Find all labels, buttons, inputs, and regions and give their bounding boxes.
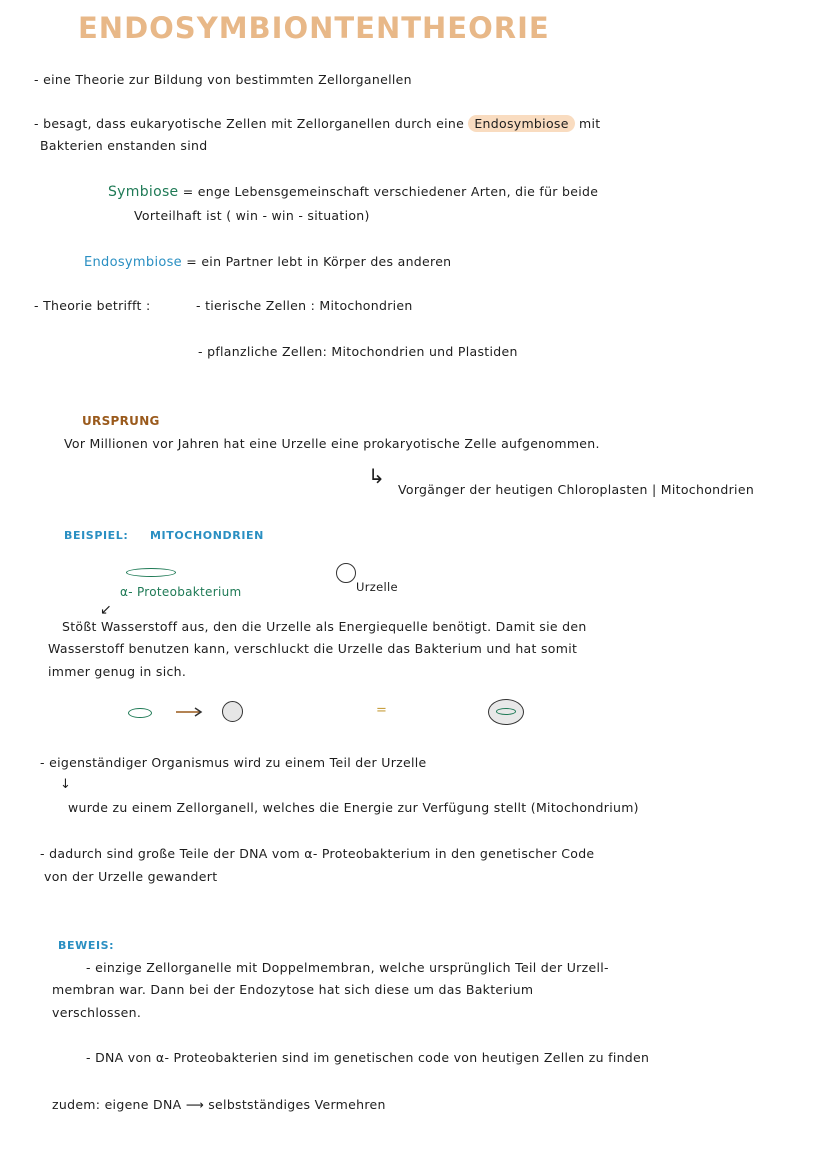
- symbiose-text-1: = enge Lebensgemeinschaft verschiedener Arten, die für beide: [182, 184, 599, 199]
- beispiel-heading: BEISPIEL:: [64, 529, 129, 542]
- theory-label: - Theorie betrifft :: [34, 298, 151, 313]
- point-organism: - eigenständiger Organismus wird zu einem Teil der Urzelle: [40, 755, 427, 770]
- bacterium-label: α- Proteobakterium: [120, 585, 242, 599]
- beweis-line-2: membran war. Dann bei der Endozytose hat sich diese um das Bakterium: [52, 982, 534, 997]
- intro-line-3: Bakterien enstanden sind: [40, 138, 208, 153]
- urzelle-circle: [336, 563, 356, 583]
- urzelle-label: Urzelle: [356, 580, 398, 594]
- beweis-line-5: zudem: eigene DNA ⟶ selbstständiges Vermehren: [52, 1097, 386, 1112]
- bacterium-shape: [126, 568, 176, 577]
- theory-item-animal: - tierische Zellen : Mitochondrien: [196, 298, 413, 313]
- endosymbiose-text: = ein Partner lebt in Körper des anderen: [186, 254, 452, 269]
- beweis-heading: BEWEIS:: [58, 939, 115, 952]
- endosymbiose-highlight: Endosymbiose: [468, 115, 574, 132]
- beispiel-text-2: Wasserstoff benutzen kann, verschluckt die Urzelle das Bakterium und hat somit: [48, 641, 578, 656]
- symbiose-definition: [108, 184, 598, 200]
- point-dna-line-2: von der Urzelle gewandert: [44, 869, 218, 884]
- ursprung-sub: Vorgänger der heutigen Chloroplasten | Mitochondrien: [398, 482, 755, 497]
- small-bacterium-shape: [128, 708, 152, 718]
- point-organism-sub: wurde zu einem Zellorganell, welches die Energie zur Verfügung stellt (Mitochondrium): [68, 800, 639, 815]
- beispiel-text-3: immer genug in sich.: [48, 664, 187, 679]
- ursprung-heading: URSPRUNG: [82, 414, 160, 428]
- intro-line-2-start: - besagt, dass eukaryotische Zellen mit Zellorganellen durch eine: [34, 116, 465, 131]
- arrow-right-icon: [174, 705, 206, 719]
- beweis-line-4: - DNA von α- Proteobakterien sind im genetischen code von heutigen Zellen zu finden: [86, 1050, 650, 1065]
- ursprung-arrow: ↳: [368, 464, 386, 488]
- beweis-line-1: - einzige Zellorganelle mit Doppelmembran, welche ursprünglich Teil der Urzell-: [86, 960, 609, 975]
- pointer-arrow-icon: ↙: [100, 602, 113, 618]
- intro-line-2-end: mit: [578, 116, 601, 131]
- page-title: ENDOSYMBIONTENTHEORIE: [78, 11, 550, 45]
- ursprung-text: Vor Millionen vor Jahren hat eine Urzelle eine prokaryotische Zelle aufgenommen.: [64, 436, 600, 451]
- symbiose-term: Symbiose: [108, 184, 179, 200]
- intro-line-2: [34, 116, 600, 131]
- inner-mitochondrion-shape: [496, 708, 516, 715]
- beispiel-text-1: Stößt Wasserstoff aus, den die Urzelle als Energiequelle benötigt. Damit sie den: [62, 619, 587, 634]
- endosymbiose-term: Endosymbiose: [84, 255, 182, 270]
- beweis-line-3: verschlossen.: [52, 1005, 142, 1020]
- endosymbiose-definition: [84, 254, 451, 270]
- theory-item-plant: - pflanzliche Zellen: Mitochondrien und Plastiden: [198, 344, 518, 359]
- urzelle-circle-grey: [222, 701, 243, 722]
- merged-cell-shape: [488, 699, 524, 725]
- beispiel-subject: MITOCHONDRIEN: [150, 529, 264, 542]
- intro-line-1: - eine Theorie zur Bildung von bestimmten Zellorganellen: [34, 72, 412, 87]
- equals-sign: =: [376, 703, 388, 718]
- symbiose-text-2: Vorteilhaft ist ( win - win - situation): [134, 208, 370, 223]
- point-dna-line-1: - dadurch sind große Teile der DNA vom α- Proteobakterium in den genetischer Code: [40, 846, 595, 861]
- point-organism-arrow: ↓: [60, 777, 72, 792]
